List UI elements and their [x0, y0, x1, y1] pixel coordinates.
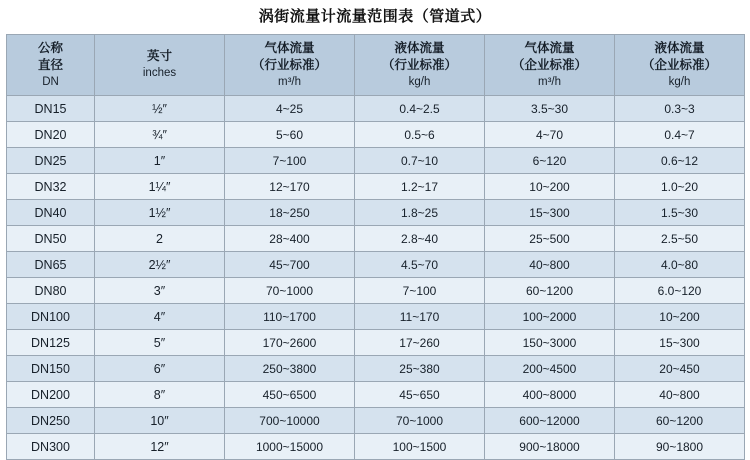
- cell-inches: 8″: [95, 382, 225, 408]
- cell-gas-flow-industry: 450~6500: [225, 382, 355, 408]
- column-header-line-1: 公称: [37, 40, 63, 55]
- cell-inches: 1¼″: [95, 174, 225, 200]
- cell-gas-flow-enterprise: 40~800: [485, 252, 615, 278]
- table-row: [7, 122, 745, 148]
- table-row: [7, 408, 745, 434]
- cell-liquid-flow-industry: 0.5~6: [355, 122, 485, 148]
- cell-liquid-flow-enterprise: 15~300: [615, 330, 745, 356]
- cell-liquid-flow-industry: 1.2~17: [355, 174, 485, 200]
- table-row: [7, 226, 745, 252]
- table-header: [7, 35, 745, 96]
- cell-liquid-flow-industry: 25~380: [355, 356, 485, 382]
- cell-liquid-flow-enterprise: 90~1800: [615, 434, 745, 460]
- cell-liquid-flow-enterprise: 10~200: [615, 304, 745, 330]
- page-title: 涡街流量计流量范围表（管道式）: [258, 8, 492, 25]
- cell-inches: 10″: [95, 408, 225, 434]
- column-header-line-2: 直径: [37, 57, 63, 72]
- cell-liquid-flow-enterprise: 0.6~12: [615, 148, 745, 174]
- cell-liquid-flow-enterprise: 1.5~30: [615, 200, 745, 226]
- cell-nominal-diameter: DN100: [7, 304, 95, 330]
- cell-gas-flow-industry: 1000~15000: [225, 434, 355, 460]
- cell-nominal-diameter: DN125: [7, 330, 95, 356]
- cell-liquid-flow-industry: 4.5~70: [355, 252, 485, 278]
- cell-inches: 4″: [95, 304, 225, 330]
- column-header-line-1: 液体流量: [654, 40, 705, 55]
- cell-gas-flow-industry: 170~2600: [225, 330, 355, 356]
- cell-gas-flow-industry: 28~400: [225, 226, 355, 252]
- cell-inches: 5″: [95, 330, 225, 356]
- cell-gas-flow-enterprise: 15~300: [485, 200, 615, 226]
- cell-gas-flow-enterprise: 3.5~30: [485, 96, 615, 122]
- column-header-line-1: 气体流量: [524, 40, 575, 55]
- column-header-liquid-flow-enterprise: [615, 35, 745, 96]
- cell-gas-flow-industry: 110~1700: [225, 304, 355, 330]
- column-header-line-3: inches: [142, 67, 177, 79]
- cell-liquid-flow-enterprise: 0.3~3: [615, 96, 745, 122]
- cell-gas-flow-enterprise: 600~12000: [485, 408, 615, 434]
- cell-inches: 6″: [95, 356, 225, 382]
- cell-inches: 3″: [95, 278, 225, 304]
- cell-gas-flow-enterprise: 150~3000: [485, 330, 615, 356]
- table-row: [7, 278, 745, 304]
- cell-gas-flow-industry: 4~25: [225, 96, 355, 122]
- table-body: [7, 96, 745, 460]
- table-row: [7, 330, 745, 356]
- table-row: [7, 200, 745, 226]
- table-header-row: [7, 35, 745, 96]
- cell-liquid-flow-industry: 0.4~2.5: [355, 96, 485, 122]
- cell-inches: ½″: [95, 96, 225, 122]
- cell-liquid-flow-industry: 45~650: [355, 382, 485, 408]
- table-row: [7, 174, 745, 200]
- cell-inches: ¾″: [95, 122, 225, 148]
- column-header-liquid-flow-industry: [355, 35, 485, 96]
- column-header-line-2: （企业标准）: [511, 57, 587, 72]
- cell-inches: 1″: [95, 148, 225, 174]
- cell-nominal-diameter: DN250: [7, 408, 95, 434]
- cell-nominal-diameter: DN25: [7, 148, 95, 174]
- column-header-line-1: 气体流量: [264, 40, 315, 55]
- cell-inches: 2: [95, 226, 225, 252]
- column-header-line-2: （企业标准）: [641, 57, 717, 72]
- cell-liquid-flow-enterprise: 20~450: [615, 356, 745, 382]
- cell-nominal-diameter: DN300: [7, 434, 95, 460]
- cell-liquid-flow-industry: 0.7~10: [355, 148, 485, 174]
- cell-nominal-diameter: DN15: [7, 96, 95, 122]
- column-header-inches: [95, 35, 225, 96]
- table-row: [7, 304, 745, 330]
- column-header-line-1: 液体流量: [394, 40, 445, 55]
- column-header-line-1: 英寸: [146, 49, 172, 63]
- cell-nominal-diameter: DN50: [7, 226, 95, 252]
- cell-liquid-flow-enterprise: 6.0~120: [615, 278, 745, 304]
- cell-liquid-flow-enterprise: 60~1200: [615, 408, 745, 434]
- flow-range-table: [6, 34, 745, 460]
- cell-liquid-flow-industry: 11~170: [355, 304, 485, 330]
- column-header-line-2: （行业标准）: [381, 57, 457, 72]
- cell-gas-flow-enterprise: 4~70: [485, 122, 615, 148]
- table-row: [7, 252, 745, 278]
- cell-liquid-flow-industry: 70~1000: [355, 408, 485, 434]
- cell-liquid-flow-industry: 1.8~25: [355, 200, 485, 226]
- cell-nominal-diameter: DN32: [7, 174, 95, 200]
- column-header-line-3: m³/h: [538, 75, 561, 88]
- column-header-line-3: DN: [42, 75, 59, 88]
- cell-inches: 1½″: [95, 200, 225, 226]
- column-header-gas-flow-enterprise: [485, 35, 615, 96]
- column-header-line-2: （行业标准）: [251, 57, 327, 72]
- cell-liquid-flow-enterprise: 4.0~80: [615, 252, 745, 278]
- cell-inches: 2½″: [95, 252, 225, 278]
- cell-nominal-diameter: DN150: [7, 356, 95, 382]
- cell-gas-flow-enterprise: 60~1200: [485, 278, 615, 304]
- cell-nominal-diameter: DN20: [7, 122, 95, 148]
- cell-gas-flow-enterprise: 6~120: [485, 148, 615, 174]
- cell-gas-flow-enterprise: 400~8000: [485, 382, 615, 408]
- column-header-nominal-diameter: [7, 35, 95, 96]
- cell-gas-flow-industry: 12~170: [225, 174, 355, 200]
- cell-gas-flow-enterprise: 25~500: [485, 226, 615, 252]
- table-row: [7, 96, 745, 122]
- table-row: [7, 434, 745, 460]
- cell-liquid-flow-industry: 17~260: [355, 330, 485, 356]
- cell-gas-flow-enterprise: 200~4500: [485, 356, 615, 382]
- cell-liquid-flow-industry: 7~100: [355, 278, 485, 304]
- cell-gas-flow-enterprise: 900~18000: [485, 434, 615, 460]
- cell-gas-flow-industry: 250~3800: [225, 356, 355, 382]
- cell-nominal-diameter: DN40: [7, 200, 95, 226]
- cell-gas-flow-industry: 700~10000: [225, 408, 355, 434]
- cell-nominal-diameter: DN65: [7, 252, 95, 278]
- column-header-line-3: m³/h: [278, 75, 301, 88]
- cell-liquid-flow-enterprise: 2.5~50: [615, 226, 745, 252]
- column-header-line-3: kg/h: [668, 75, 691, 88]
- cell-inches: 12″: [95, 434, 225, 460]
- cell-nominal-diameter: DN80: [7, 278, 95, 304]
- cell-gas-flow-industry: 45~700: [225, 252, 355, 278]
- cell-gas-flow-enterprise: 10~200: [485, 174, 615, 200]
- column-header-line-3: kg/h: [408, 75, 431, 88]
- cell-liquid-flow-industry: 2.8~40: [355, 226, 485, 252]
- cell-gas-flow-industry: 7~100: [225, 148, 355, 174]
- cell-liquid-flow-enterprise: 1.0~20: [615, 174, 745, 200]
- cell-liquid-flow-enterprise: 0.4~7: [615, 122, 745, 148]
- cell-liquid-flow-industry: 100~1500: [355, 434, 485, 460]
- cell-gas-flow-industry: 70~1000: [225, 278, 355, 304]
- table-row: [7, 148, 745, 174]
- cell-liquid-flow-enterprise: 40~800: [615, 382, 745, 408]
- cell-gas-flow-enterprise: 100~2000: [485, 304, 615, 330]
- column-header-gas-flow-industry: [225, 35, 355, 96]
- cell-gas-flow-industry: 5~60: [225, 122, 355, 148]
- table-row: [7, 356, 745, 382]
- cell-gas-flow-industry: 18~250: [225, 200, 355, 226]
- table-row: [7, 382, 745, 408]
- cell-nominal-diameter: DN200: [7, 382, 95, 408]
